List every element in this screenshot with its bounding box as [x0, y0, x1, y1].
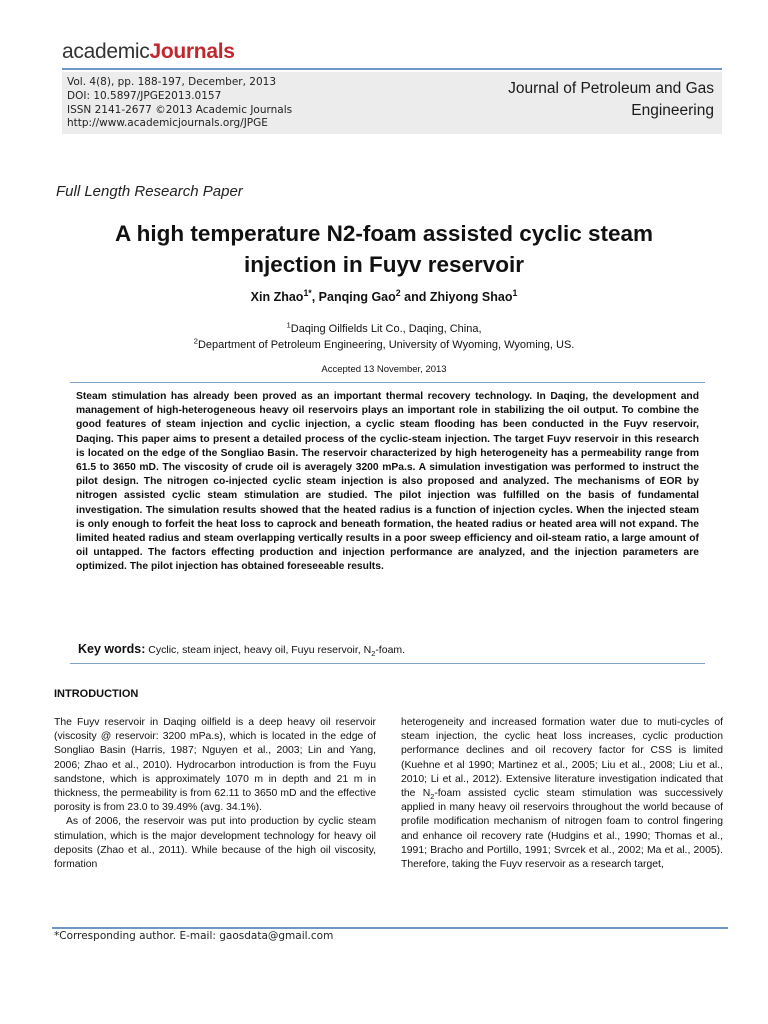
- paper-type: Full Length Research Paper: [56, 183, 243, 200]
- meta-issn: ISSN 2141-2677 ©2013 Academic Journals: [67, 103, 293, 116]
- affiliation-2-text: Department of Petroleum Engineering, University of Wyoming, Wyoming, US.: [197, 338, 575, 351]
- keywords-label: Key words:: [78, 642, 146, 656]
- publisher-logo-part2: Journals: [149, 40, 235, 63]
- intro-paragraph-3-sub: 2: [430, 792, 435, 802]
- author-2-sup: 2: [395, 287, 401, 298]
- author-1: Xin Zhao: [250, 290, 304, 304]
- keywords: [78, 642, 406, 659]
- author-sep-1: ,: [311, 290, 319, 304]
- body-column-left: [54, 716, 376, 872]
- introduction-heading: INTRODUCTION: [54, 688, 139, 700]
- journal-name-line2: Engineering: [631, 102, 714, 119]
- author-list: [40, 287, 728, 304]
- citation-meta: [67, 76, 292, 131]
- paper-title-line1: A high temperature N2-foam assisted cyclic steam: [114, 221, 654, 246]
- abstract-text: Steam stimulation has already been proved as an important thermal recovery technology. In Daqing, the development and management of high-heterogeneous heavy oil reservoirs plays an important role in stabilizing the oil output. To combine the good features of steam injection and cyclic injection, a cyclic steam flooding has been conducted in the Fuyv reservoir, Daqing. This paper aims to present a detailed process of the cyclic-steam injection. The target Fuyv reservoir in this research is located on the edge of the Songliao Basin. The reservoir characterized by high heterogeneity has a permeability range from 61.5 to 3650 mD. The viscosity of crude oil is averagely 3200 mPa.s. A simulation investigation was performed to instruct the pilot design. The nitrogen co-injected cyclic steam injection is also proposed and analyzed. The mechanisms of EOR by nitrogen assisted cyclic steam stimulation are studied. The pilot injection was fulfilled on the basis of fundamental investigation. The simulation results showed that the heated radius is a function of injection cycles. When the injected steam is only enough to forfeit the heat loss to caprock and beneath formation, the heated radius or heated area will not expand. The limited heated radius and steam overlapping vertically results in a poor sweep efficiency and oil-steam ratio, a large amount of oil untapped. The factors effecting production and injection performance are analyzed, and the injection parameters are optimized. The pilot injection has obtained foreseeable results.: [76, 391, 699, 573]
- affiliations: [40, 322, 728, 353]
- author-3-sup: 1: [512, 287, 518, 298]
- corresponding-author-footnote: *Corresponding author. E-mail: gaosdata@gmail.com: [54, 930, 334, 942]
- meta-volume: Vol. 4(8), pp. 188-197, December, 2013: [67, 76, 277, 88]
- paper-title: [40, 218, 728, 280]
- keywords-text-post: -foam.: [375, 644, 406, 656]
- paper-title-line2: injection in Fuyv reservoir: [243, 252, 525, 277]
- keywords-sub: 2: [371, 649, 376, 659]
- intro-paragraph-1: The Fuyv reservoir in Daqing oilfield is a deep heavy oil reservoir (viscosity @ reservoir: 3200 mPa.s), which is located in the edge of Songliao Basin (Harris, 1987; Nguyen et al., 2003; Lin and Yang, 2006; Zhao et al., 2010). Hydrocarbon introduction is from the Fuyu sandstone, which is approximately 1070 m in depth and 21 m in thickness, the permeability is from 62.11 to 3650 mD and the effective porosity is from 23.0 to 39.49% (avg. 34.1%).: [54, 717, 376, 814]
- affiliation-2-sup: 2: [193, 335, 198, 345]
- intro-paragraph-3-pre: heterogeneity and increased formation water due to muti-cycles of steam injection, the cyclic heat loss increases, cyclic production performance declines and oil recovery factor for CSS is limited (Kuehne et al 1990; Martinez et al., 2005; Liu et al., 2008; Liu et al., 2010; Li et al., 2012). Extensive literature investigation indicated that the N: [401, 717, 723, 800]
- journal-name: [414, 78, 714, 122]
- header-rule: [62, 68, 722, 70]
- journal-name-line1: Journal of Petroleum and Gas: [508, 80, 714, 97]
- intro-paragraph-3: [401, 716, 723, 872]
- author-3: Zhiyong Shao: [429, 290, 513, 304]
- keywords-text: [145, 644, 406, 659]
- affiliation-1-sup: 1: [286, 320, 291, 330]
- keywords-text-pre: Cyclic, steam inject, heavy oil, Fuyu reservoir, N: [145, 644, 372, 656]
- body-column-right: [401, 716, 723, 872]
- meta-url[interactable]: http://www.academicjournals.org/JPGE: [67, 117, 268, 130]
- intro-paragraph-2: As of 2006, the reservoir was put into production by cyclic steam stimulation, which is the major development technology for heavy oil deposits (Zhao et al., 2011). While because of the high oil viscosity, formation: [54, 816, 376, 871]
- intro-paragraph-3-post: -foam assisted cyclic steam stimulation was successively applied in many heavy oil reservoirs throughout the world because of profile modification mechanism of nitrogen foam to control fingering and enhance oil recovery rate (Hudgins et al., 1990; Thomas et al., 1991; Bracho and Portillo, 1991; Svrcek et al., 2002; Ma et al., 2005). Therefore, taking the Fuyv reservoir as a research target,: [401, 788, 723, 871]
- accepted-date: Accepted 13 November, 2013: [321, 364, 447, 375]
- meta-doi[interactable]: DOI: 10.5897/JPGE2013.0157: [67, 89, 222, 102]
- author-2: Panqing Gao: [318, 290, 396, 304]
- publisher-logo-part1: academic: [62, 40, 150, 63]
- author-sep-2: and: [400, 290, 430, 304]
- footnote-rule: [52, 927, 728, 929]
- affiliation-1-text: Daqing Oilfields Lit Co., Daqing, China,: [290, 323, 482, 335]
- publisher-logo: [62, 40, 235, 64]
- affiliation-2: [40, 335, 728, 354]
- author-1-sup: 1*: [303, 287, 312, 298]
- affiliation-1: [40, 322, 728, 338]
